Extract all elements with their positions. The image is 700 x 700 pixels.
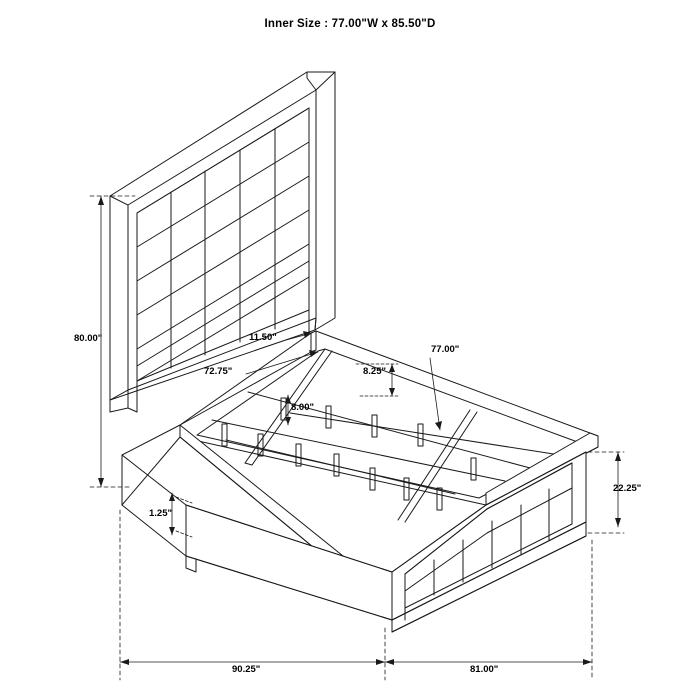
- dimension-label-overall-width: 81.00": [470, 664, 499, 675]
- dimension-label-headboard-height: 80.00": [74, 333, 103, 344]
- dimension-label-mattress-width: 77.00": [431, 344, 460, 355]
- dimension-label-footboard-height: 22.25": [613, 483, 642, 494]
- dimension-label-headboard-panel-offset: 11.50": [249, 332, 277, 343]
- dimension-label-side-rail-drop: 8.25": [363, 366, 386, 377]
- dimension-label-inner-deck-width: 72.75": [204, 366, 233, 377]
- dimension-label-overall-depth: 90.25": [232, 664, 261, 675]
- dimension-label-slat-gap: 8.00": [291, 402, 314, 413]
- dimension-label-rail-thickness: 1.25": [149, 508, 172, 519]
- page-title: Inner Size : 77.00"W x 85.50"D: [264, 18, 436, 30]
